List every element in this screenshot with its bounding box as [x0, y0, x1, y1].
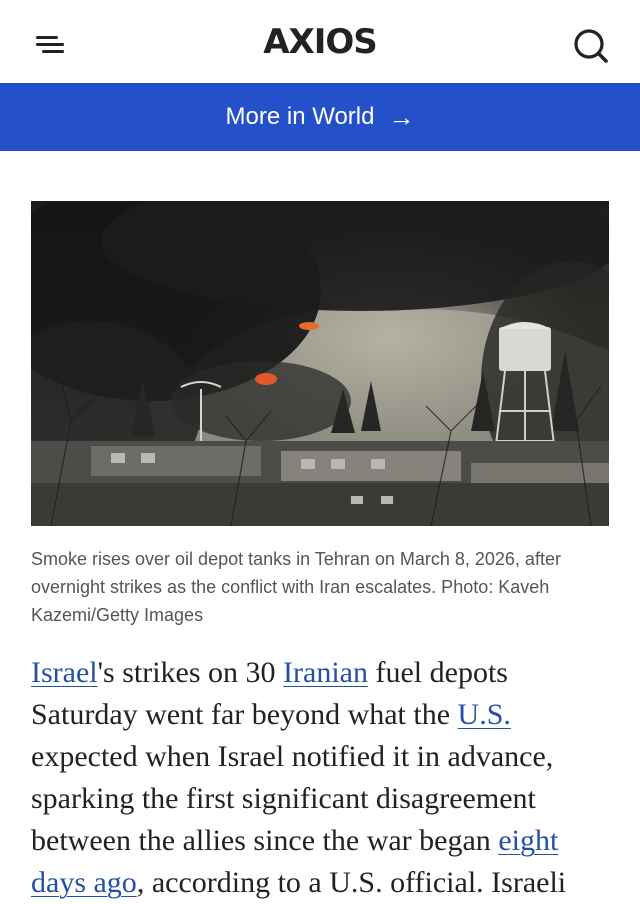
photo-caption: Smoke rises over oil depot tanks in Tehran on March 8, 2026, after overnight strikes as the conflict with Iran escalates. Photo: Kaveh Kazemi/Getty Images — [31, 549, 561, 625]
link-us[interactable]: U.S. — [457, 698, 511, 731]
more-in-world-link[interactable] — [0, 83, 640, 151]
link-eight-days-ago[interactable]: eight days ago — [31, 824, 559, 899]
link-israel[interactable]: Israel — [31, 656, 98, 689]
body-text-3: expected when Israel notified it in advance, sparking the first significant disagreement between the allies since the war began — [31, 740, 554, 857]
arrow-right-icon: → — [388, 101, 415, 132]
article-body — [31, 652, 606, 904]
search-icon[interactable] — [572, 27, 610, 65]
body-text-4: , according to a U.S. official. Israeli — [136, 866, 567, 899]
top-header — [0, 0, 640, 83]
body-text-1: 's strikes on 30 — [97, 656, 284, 689]
body-text-2: fuel depots Saturday went far beyond what the — [31, 656, 508, 731]
link-iranian[interactable]: Iranian — [283, 656, 368, 689]
axios-logo[interactable]: AXIOS — [263, 22, 377, 62]
article-photo — [31, 201, 609, 526]
banner-label: More in World — [225, 103, 375, 130]
